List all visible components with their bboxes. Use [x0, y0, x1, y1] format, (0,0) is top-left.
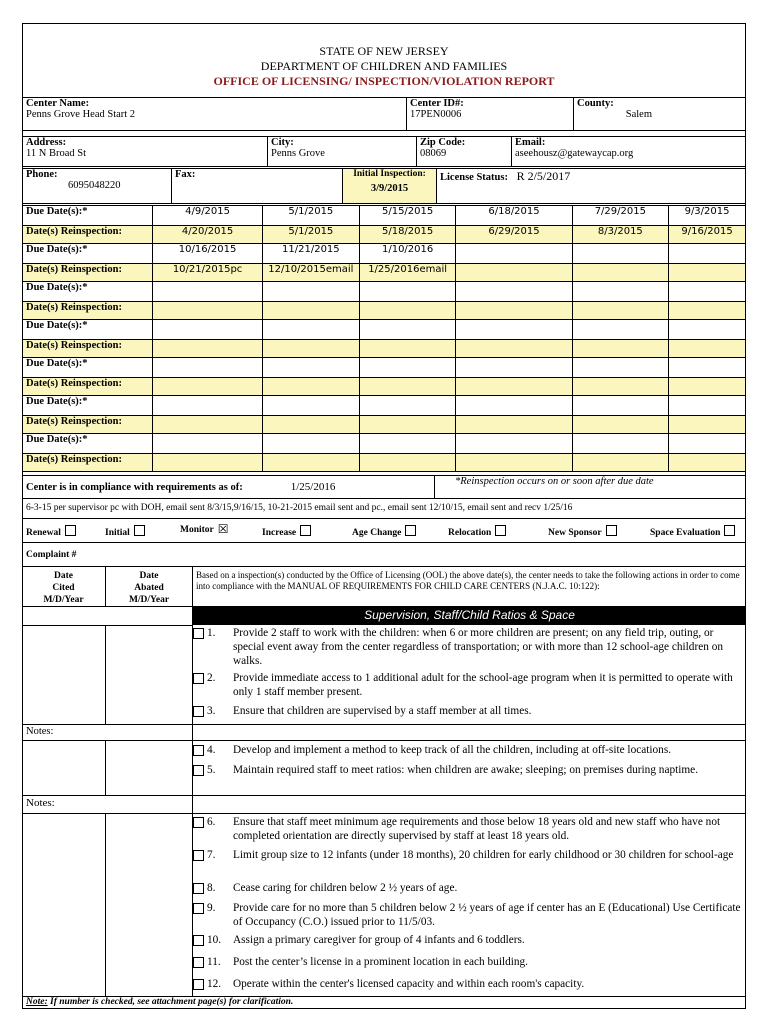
requirement-number: 5.	[207, 764, 216, 776]
checkbox-icon[interactable]	[193, 673, 204, 684]
reinspection-date: 5/18/2015	[359, 226, 456, 244]
inspection-type-label: Increase	[262, 528, 297, 538]
phone-table	[22, 168, 746, 204]
inspection-type-increase[interactable]	[262, 525, 311, 538]
due-date	[572, 396, 669, 416]
reinspection-label: Date(s) Reinspection:	[23, 378, 153, 396]
due-date	[262, 396, 359, 416]
inspection-type-label: Space Evaluation	[650, 528, 721, 538]
row-line	[22, 606, 193, 607]
checkbox-icon[interactable]	[193, 979, 204, 990]
center-info-table	[22, 97, 746, 131]
due-date	[669, 320, 746, 340]
instructions-text: Based on a inspection(s) conducted by the Office of Licensing (OOL) the above date(s), the center needs to take the following actions in order to come into compliance with the MANUAL OF REQUIREMENTS FOR CHILD CARE CENTERS (N.J.A.C. 10:122):	[196, 570, 740, 591]
requirement-number: 1.	[207, 627, 216, 639]
remarks: 6-3-15 per supervisor pc with DOH, email sent 8/3/15,9/16/15, 10-21-2015 email sent and pc., email sent 12/10/15, email sent and recv 1/25/16	[26, 503, 573, 513]
reinspection-date: 8/3/2015	[572, 226, 669, 244]
reinspection-date	[572, 416, 669, 434]
zip-cell: Zip Code: 08069	[417, 137, 512, 167]
dates-row	[23, 378, 746, 396]
checkbox-icon[interactable]	[193, 935, 204, 946]
dates-row	[23, 320, 746, 340]
header-title: OFFICE OF LICENSING/ INSPECTION/VIOLATION REPORT	[213, 74, 555, 88]
reinspection-date	[572, 264, 669, 282]
due-date	[572, 358, 669, 378]
reinspection-note: *Reinspection occurs on or soon after due date	[435, 476, 746, 499]
reinspection-date	[456, 302, 572, 320]
reinspection-label: Date(s) Reinspection:	[23, 226, 153, 244]
reinspection-date: 6/29/2015	[456, 226, 572, 244]
due-date	[359, 434, 456, 454]
reinspection-date: 1/25/2016email	[359, 264, 456, 282]
due-date	[359, 396, 456, 416]
requirement-number: 12.	[207, 978, 222, 990]
due-date	[262, 434, 359, 454]
reinspection-date	[572, 454, 669, 472]
inspection-type-label: Initial	[105, 528, 130, 538]
city: Penns Grove	[271, 148, 325, 159]
col-line	[105, 625, 106, 725]
fax-cell: Fax:	[172, 169, 343, 204]
due-date	[153, 282, 263, 302]
checkbox-icon[interactable]	[193, 957, 204, 968]
checkbox-icon[interactable]	[193, 903, 204, 914]
inspection-type-label: Age Change	[352, 528, 402, 538]
due-date: 5/15/2015	[359, 206, 456, 226]
inspection-type-age-change[interactable]	[352, 525, 416, 538]
reinspection-label: Date(s) Reinspection:	[23, 416, 153, 434]
center-name: Penns Grove Head Start 2	[26, 109, 136, 120]
inspection-type-relocation[interactable]	[448, 525, 506, 538]
due-date: 4/9/2015	[153, 206, 263, 226]
reinspection-date: 10/21/2015pc	[153, 264, 263, 282]
license-status-cell: License Status: R 2/5/2017	[437, 169, 746, 204]
section-title-bar: Supervision, Staff/Child Ratios & Space	[193, 606, 746, 625]
checkbox-icon[interactable]	[65, 525, 76, 536]
phone-cell: Phone: 6095048220	[23, 169, 172, 204]
dates-row	[23, 340, 746, 358]
requirement-number: 4.	[207, 744, 216, 756]
checkbox-icon[interactable]	[300, 525, 311, 536]
requirement-text: Develop and implement a method to keep track of all the children, including at off-site locations.	[233, 744, 672, 756]
checkbox-icon[interactable]	[193, 817, 204, 828]
requirement-text: Ensure that children are supervised by a staff member at all times.	[233, 705, 532, 717]
inspection-type-label: New Sponsor	[548, 528, 602, 538]
requirement-text: Provide immediate access to 1 additional adult for the school-age program when it is permitted to operate with only 1 staff member present.	[233, 672, 733, 698]
notes-label: Notes:	[26, 797, 55, 809]
due-date: 6/18/2015	[456, 206, 572, 226]
due-date	[456, 244, 572, 264]
reinspection-date: 9/16/2015	[669, 226, 746, 244]
due-date: 11/21/2015	[262, 244, 359, 264]
reinspection-label: Date(s) Reinspection:	[23, 340, 153, 358]
reinspection-date	[262, 302, 359, 320]
due-date	[669, 396, 746, 416]
due-date	[359, 282, 456, 302]
row-line	[22, 813, 746, 814]
checkbox-icon[interactable]: ☒	[217, 522, 229, 536]
requirement-text: Post the center’s license in a prominent location in each building.	[233, 956, 529, 968]
inspection-type-label: Renewal	[26, 528, 61, 538]
reinspection-date	[359, 340, 456, 358]
zip: 08069	[420, 148, 447, 159]
reinspection-date	[669, 454, 746, 472]
inspection-type-space-evaluation[interactable]	[650, 525, 735, 538]
checkbox-icon[interactable]	[193, 628, 204, 639]
report-header	[22, 44, 746, 89]
due-date: 9/3/2015	[669, 206, 746, 226]
dates-row	[23, 264, 746, 282]
reinspection-date	[669, 416, 746, 434]
due-date-label: Due Date(s):*	[23, 206, 153, 226]
reinspection-date	[572, 378, 669, 396]
divider	[22, 566, 746, 567]
inspection-type-monitor[interactable]	[180, 522, 229, 536]
reinspection-date	[456, 264, 572, 282]
due-date	[153, 434, 263, 454]
inspection-type-initial[interactable]	[105, 525, 145, 538]
header-department: DEPARTMENT OF CHILDREN AND FAMILIES	[260, 59, 508, 73]
reinspection-date	[262, 416, 359, 434]
due-date	[456, 320, 572, 340]
notes-label: Notes:	[26, 726, 54, 737]
inspection-type-label: Relocation	[448, 528, 492, 538]
due-date: 10/16/2015	[153, 244, 263, 264]
county: Salem	[625, 109, 652, 120]
due-date: 1/10/2016	[359, 244, 456, 264]
checkbox-icon[interactable]	[495, 525, 506, 536]
initial-inspection-cell: Initial Inspection: 3/9/2015	[343, 169, 437, 204]
requirement-number: 7.	[207, 849, 216, 861]
dates-row	[23, 206, 746, 226]
requirement-text: Provide 2 staff to work with the children: when 6 or more children are present; on any field trip, outing, or special event away from the center regardless of transportation; or with more than 12 school-age children on walks.	[233, 627, 723, 667]
dates-row	[23, 226, 746, 244]
inspection-type-renewal[interactable]	[26, 525, 76, 538]
dates-row	[23, 244, 746, 264]
county-cell: County: Salem	[574, 98, 746, 131]
address: 11 N Broad St	[26, 148, 86, 159]
reinspection-label: Date(s) Reinspection:	[23, 302, 153, 320]
due-date-label: Due Date(s):*	[23, 358, 153, 378]
requirement-text: Maintain required staff to meet ratios: when children are awake; sleeping; on premises during naptime.	[233, 764, 699, 776]
requirement-number: 9.	[207, 902, 216, 914]
dates-row	[23, 282, 746, 302]
compliance-table	[22, 475, 746, 499]
due-date	[572, 320, 669, 340]
due-date: 7/29/2015	[572, 206, 669, 226]
requirement-text: Operate within the center's licensed capacity and within each room's capacity.	[233, 978, 585, 990]
reinspection-date	[359, 454, 456, 472]
due-date-label: Due Date(s):*	[23, 244, 153, 264]
inspection-type-label: Monitor	[180, 525, 214, 535]
divider	[22, 542, 746, 543]
reinspection-date	[359, 416, 456, 434]
dates-row	[23, 396, 746, 416]
city-cell: City: Penns Grove	[268, 137, 417, 167]
requirement-text: Cease caring for children below 2 ½ years of age.	[233, 882, 458, 894]
reinspection-date	[456, 416, 572, 434]
phone: 6095048220	[68, 180, 121, 191]
requirement-number: 10.	[207, 934, 222, 946]
due-date	[456, 434, 572, 454]
reinspection-date	[359, 302, 456, 320]
due-date	[572, 434, 669, 454]
requirement-number: 8.	[207, 882, 216, 894]
due-date	[456, 358, 572, 378]
requirement-text: Limit group size to 12 infants (under 18 months), 20 children for early childhood or 30 children for school-age	[233, 849, 734, 861]
address-cell: Address: 11 N Broad St	[23, 137, 268, 167]
dates-table	[22, 205, 746, 472]
email: aseehousz@gatewaycap.org	[515, 148, 634, 159]
center-id-cell: Center ID#: 17PEN0006	[407, 98, 574, 131]
header-state: STATE OF NEW JERSEY	[319, 44, 449, 58]
reinspection-date	[572, 302, 669, 320]
checkbox-icon[interactable]	[193, 883, 204, 894]
requirement-text: Ensure that staff meet minimum age requirements and those below 18 years old and new staff who have not completed orientation are directly supervised by staff at least 18 years old.	[233, 816, 721, 842]
due-date-label: Due Date(s):*	[23, 434, 153, 454]
reinspection-date	[669, 340, 746, 358]
col-line	[105, 740, 106, 795]
address-table	[22, 136, 746, 167]
due-date	[153, 320, 263, 340]
checkbox-icon[interactable]	[606, 525, 617, 536]
reinspection-date	[262, 340, 359, 358]
due-date	[669, 282, 746, 302]
due-date	[359, 358, 456, 378]
reinspection-date	[153, 302, 263, 320]
row-line	[22, 795, 746, 796]
date-abated-header: Date Abated M/D/Year	[128, 571, 170, 605]
due-date-label: Due Date(s):*	[23, 320, 153, 340]
center-name-cell: Center Name: Penns Grove Head Start 2	[23, 98, 407, 131]
dates-row	[23, 434, 746, 454]
due-date	[456, 282, 572, 302]
due-date-label: Due Date(s):*	[23, 282, 153, 302]
requirement-number: 11.	[207, 956, 221, 968]
requirement-number: 6.	[207, 816, 216, 828]
reinspection-date: 4/20/2015	[153, 226, 263, 244]
checkbox-icon[interactable]	[193, 850, 204, 861]
reinspection-date	[456, 454, 572, 472]
requirement-number: 3.	[207, 705, 216, 717]
due-date	[669, 358, 746, 378]
col-line	[105, 566, 106, 606]
compliance-date: 1/25/2016	[290, 481, 336, 493]
divider	[22, 518, 746, 519]
due-date	[669, 244, 746, 264]
checkbox-icon[interactable]	[193, 765, 204, 776]
due-date	[572, 282, 669, 302]
checkbox-icon[interactable]	[193, 706, 204, 717]
dates-row	[23, 416, 746, 434]
initial-inspection-date: 3/9/2015	[370, 183, 409, 194]
dates-row	[23, 454, 746, 472]
reinspection-date	[572, 340, 669, 358]
checkbox-icon[interactable]	[193, 745, 204, 756]
row-line	[22, 740, 746, 741]
reinspection-date: 12/10/2015email	[262, 264, 359, 282]
requirement-text: Provide care for no more than 5 children below 2 ½ years of age if center has an E (Educational) Use Certificate of Occupancy (C.O.) issued prior to 11/5/03.	[233, 902, 741, 928]
due-date	[153, 396, 263, 416]
due-date	[153, 358, 263, 378]
due-date-label: Due Date(s):*	[23, 396, 153, 416]
reinspection-date	[669, 378, 746, 396]
reinspection-date	[262, 454, 359, 472]
reinspection-date	[669, 264, 746, 282]
inspection-types	[22, 522, 746, 539]
col-line	[105, 813, 106, 996]
row-line	[22, 625, 193, 626]
due-date: 5/1/2015	[262, 206, 359, 226]
reinspection-date	[153, 416, 263, 434]
due-date	[262, 282, 359, 302]
license-status: R 2/5/2017	[516, 169, 571, 183]
due-date	[262, 358, 359, 378]
complaint-label: Complaint #	[26, 550, 77, 560]
due-date	[262, 320, 359, 340]
date-cited-header: Date Cited M/D/Year	[43, 571, 84, 605]
checkbox-icon[interactable]	[405, 525, 416, 536]
reinspection-date	[669, 302, 746, 320]
dates-row	[23, 358, 746, 378]
center-id: 17PEN0006	[410, 109, 462, 120]
reinspection-date	[456, 340, 572, 358]
compliance-cell: Center is in compliance with requirements as of: 1/25/2016	[23, 476, 435, 499]
checkbox-icon[interactable]	[724, 525, 735, 536]
reinspection-date	[456, 378, 572, 396]
due-date	[572, 244, 669, 264]
due-date	[669, 434, 746, 454]
reinspection-label: Date(s) Reinspection:	[23, 264, 153, 282]
inspection-type-new-sponsor[interactable]	[548, 525, 617, 538]
reinspection-date	[153, 340, 263, 358]
due-date	[456, 396, 572, 416]
row-line	[22, 724, 746, 725]
footer-note: Note: If number is checked, see attachment page(s) for clarification.	[26, 997, 294, 1007]
requirement-text: Assign a primary caregiver for group of 4 infants and 6 toddlers.	[233, 934, 525, 946]
due-date	[359, 320, 456, 340]
reinspection-date	[153, 454, 263, 472]
reinspection-date: 5/1/2015	[262, 226, 359, 244]
email-cell: Email: aseehousz@gatewaycap.org	[512, 137, 746, 167]
reinspection-date	[262, 378, 359, 396]
reinspection-date	[153, 378, 263, 396]
checkbox-icon[interactable]	[134, 525, 145, 536]
requirement-number: 2.	[207, 672, 216, 684]
reinspection-date	[359, 378, 456, 396]
dates-row	[23, 302, 746, 320]
reinspection-label: Date(s) Reinspection:	[23, 454, 153, 472]
